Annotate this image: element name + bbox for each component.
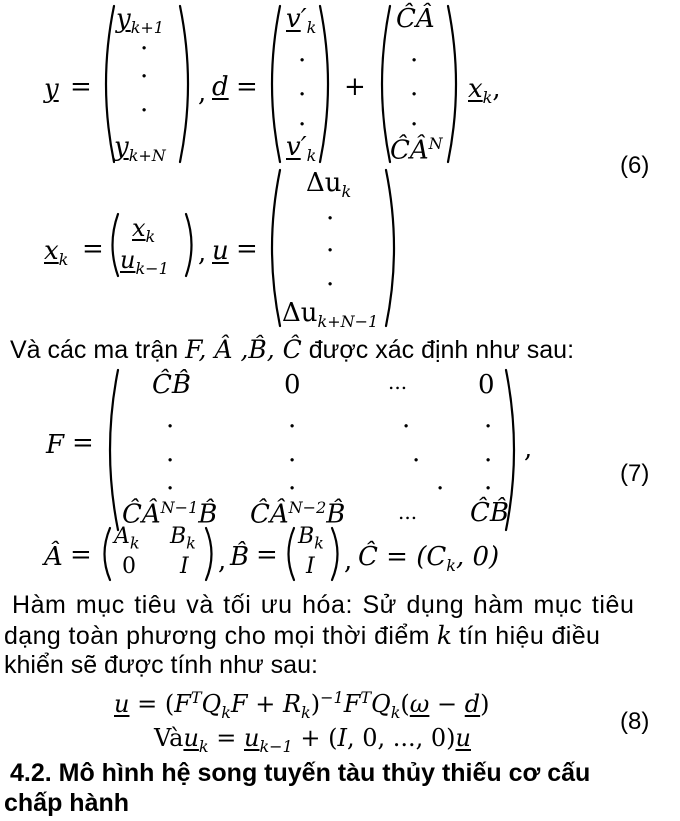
d-vector-symbol: d: [212, 72, 229, 102]
y-bottom-entry: $y_{k+N}$: [114, 132, 166, 166]
F-last-col1: $ĈÂ^{N-1}B̂$: [122, 498, 218, 530]
equals-sign: =: [256, 540, 278, 570]
vdots: ·: [484, 446, 493, 476]
B-hat-symbol: B̂: [230, 542, 250, 572]
left-paren: [262, 168, 282, 328]
eq8-line-1: $u = (F^TQ_kF + R_k)^{-1}F^TQ_k(\omega - d)$: [114, 688, 490, 722]
eq8-line-2: Vàu$_k$ = $u_{k-1} + (I$, 0, ..., 0)u: [154, 724, 471, 756]
v-top-entry: $v'_k$: [286, 4, 317, 38]
vdots: ·: [166, 412, 175, 442]
left-paren: [282, 526, 296, 582]
A-21: 0: [122, 554, 136, 579]
equals-sign: =: [70, 540, 92, 570]
ca-top-entry: ĈÂ: [396, 4, 435, 34]
F-last-col2: $ĈÂ^{N-2}B̂$: [250, 498, 346, 530]
F-row1-col4: 0: [478, 370, 495, 400]
vdots: ·: [410, 110, 419, 140]
F-row1-col1: ĈB̂: [152, 370, 191, 400]
vdots: ·: [288, 474, 297, 504]
vdots: ·: [140, 96, 149, 126]
x-k-symbol: $x_k$: [44, 236, 69, 270]
B-2: I: [306, 554, 315, 579]
right-paren: [384, 168, 404, 328]
left-paren: [262, 4, 282, 164]
equation-number-7: (7): [620, 460, 650, 487]
vdots: ·: [326, 270, 335, 300]
left-paren: [96, 4, 116, 164]
y-top-entry: $y_{k+1}$: [116, 4, 164, 38]
left-paren: [372, 4, 392, 164]
left-paren: [100, 368, 120, 532]
ca-bottom-entry: $ĈÂ^N$: [390, 134, 443, 166]
equation-number-6: (6): [620, 152, 650, 179]
B-1: $B_k$: [298, 524, 324, 553]
vdots: ·: [402, 412, 411, 442]
vdots: ·: [412, 446, 421, 476]
right-paren: [204, 526, 218, 582]
du-top-entry: $\Delta u_k$: [306, 168, 352, 202]
paragraph-line-1: Hàm mục tiêu và tối ưu hóa: Sử dụng hàm mục tiêu: [12, 591, 635, 619]
C-hat-definition: Ĉ = ($C_k$, 0): [358, 542, 500, 576]
equals-sign: =: [82, 234, 104, 264]
left-paren: [106, 212, 120, 278]
vdots: ·: [140, 34, 149, 64]
u-prev-entry: $u_{k-1}$: [120, 246, 169, 278]
vdots: ·: [166, 474, 175, 504]
A-12: $B_k$: [170, 524, 196, 553]
u-vector-symbol: u: [212, 236, 229, 266]
F-last-col4: ĈB̂: [470, 498, 509, 528]
equals-sign: =: [70, 72, 92, 102]
F-matrix-symbol: F: [46, 430, 65, 460]
vdots: ·: [326, 204, 335, 234]
vdots: ·: [298, 110, 307, 140]
vdots: ·: [436, 474, 445, 504]
vdots: ·: [166, 446, 175, 476]
A-hat-symbol: Â: [44, 542, 63, 572]
x-k-multiplier: $x_k$,: [468, 74, 501, 108]
equals-sign: =: [236, 234, 258, 264]
right-paren: [330, 526, 344, 582]
vdots: ·: [410, 46, 419, 76]
right-paren: [184, 212, 198, 278]
paragraph-line-3: khiển sẽ được tính như sau:: [4, 651, 318, 679]
F-row1-col3: ...: [388, 370, 408, 394]
F-row1-col2: 0: [284, 370, 301, 400]
right-paren: [446, 4, 466, 164]
equals-sign: =: [72, 428, 94, 458]
A-11: $A_k$: [114, 524, 140, 553]
equals-sign: =: [236, 72, 258, 102]
vdots: ·: [288, 446, 297, 476]
matrices-intro-line: Và các ma trận F, Â ,B̂, Ĉ được xác định như sau:: [10, 335, 575, 364]
section-heading-line-1: 4.2. Mô hình hệ song tuyến tàu thủy thiếu cơ cấu: [10, 759, 591, 787]
y-vector-symbol: y: [44, 74, 59, 104]
A-22: I: [180, 554, 189, 579]
paragraph-line-2: dạng toàn phương cho mọi thời điểm k tín hiệu điều: [4, 621, 601, 650]
vdots: ·: [326, 236, 335, 266]
vdots: ·: [410, 80, 419, 110]
xk-top-entry: $x_k$: [132, 214, 156, 246]
vdots: ·: [298, 46, 307, 76]
equation-number-8: (8): [620, 708, 650, 735]
vdots: ·: [288, 412, 297, 442]
F-last-col3: ...: [398, 500, 418, 524]
vdots: ·: [484, 412, 493, 442]
right-paren: [504, 368, 524, 532]
vdots: ·: [140, 62, 149, 92]
v-bottom-entry: $v'_k$: [286, 132, 317, 166]
right-paren: [178, 4, 198, 164]
plus-sign: +: [344, 72, 366, 102]
left-paren: [98, 526, 112, 582]
vdots: ·: [298, 80, 307, 110]
right-paren: [318, 4, 338, 164]
section-heading-line-2: chấp hành: [4, 789, 130, 817]
du-bottom-entry: $\Delta u_{k+N-1}$: [282, 298, 379, 332]
vdots: ·: [484, 474, 493, 504]
